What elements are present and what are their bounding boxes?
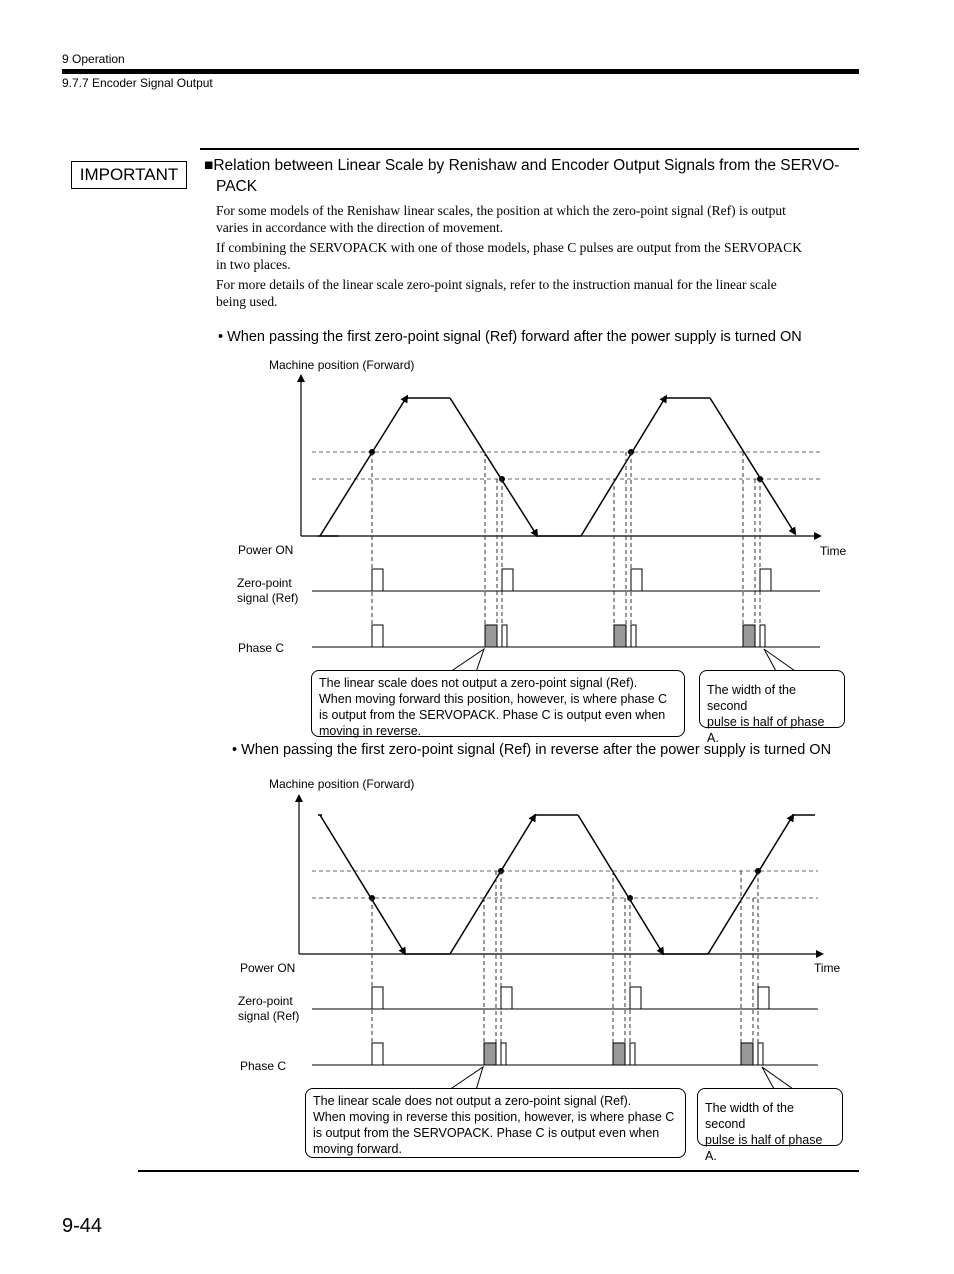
heading-line1: ■Relation between Linear Scale by Renishaw and Encoder Output Signals from the SERVO- (204, 157, 840, 174)
diagram2-power-on: Power ON (240, 961, 296, 975)
heading-line2: PACK (216, 178, 258, 195)
diagram2-callout-main (305, 1088, 686, 1158)
header-section: 9.7.7 Encoder Signal Output (62, 76, 213, 90)
diagram2-trace-fall-1 (320, 815, 404, 952)
paragraph-2-line-1: If combining the SERVOPACK with one of those models, phase C pulses are output from the SERVOPACK (216, 240, 802, 255)
diagram1-time: Time (820, 544, 847, 558)
page-number: 9-44 (62, 1215, 103, 1237)
diagram2-callout-width-pointer (762, 1067, 793, 1089)
diagram1-zero-point-label-2: signal (Ref) (237, 591, 299, 605)
paragraph-2-line-2: in two places. (216, 257, 291, 272)
callout-line: The linear scale does not output a zero-point signal (Ref). (313, 1094, 632, 1108)
callout-line: The linear scale does not output a zero-point signal (Ref). (319, 676, 638, 690)
paragraph-3-line-1: For more details of the linear scale zero-point signals, refer to the instruction manual for the linear scale (216, 277, 777, 292)
diagram2-trace-rise-2 (708, 817, 792, 954)
diagram2-callout-width (697, 1088, 843, 1163)
diagram2-zero-point-label-1: Zero-point (238, 994, 293, 1008)
diagram2-bullet: • When passing the first zero-point signal (Ref) in reverse after the power supply is turned ON (232, 742, 832, 758)
callout-line: The width of the second (707, 683, 796, 713)
footer-rule (138, 1170, 859, 1172)
diagram1-phase-c-label: Phase C (238, 641, 285, 655)
paragraph-1-line-1: For some models of the Renishaw linear scales, the position at which the zero-point signal (Ref) is output (216, 203, 786, 218)
paragraph-1-line-2: varies in accordance with the direction of movement. (216, 220, 504, 235)
diagram1-y-label: Machine position (Forward) (269, 358, 415, 372)
diagram2-zero-point-label-2: signal (Ref) (238, 1009, 300, 1023)
callout-line: When moving in reverse this position, however, is where phase C (313, 1110, 675, 1124)
important-label: IMPORTANT (71, 161, 187, 189)
paragraph-3-line-2: being used. (216, 294, 278, 309)
diagram1-bullet: • When passing the first zero-point signal (Ref) forward after the power supply is turned ON (218, 329, 802, 345)
callout-line: pulse is half of phase A. (707, 715, 825, 745)
callout-line: The width of the second (705, 1101, 794, 1131)
diagram2-phase-c-pulses (372, 1043, 763, 1065)
callout-line: When moving forward this position, however, is where phase C (319, 692, 668, 706)
callout-line: moving in reverse. (319, 724, 422, 738)
header-chapter: 9 Operation (62, 52, 125, 66)
diagram2-y-label: Machine position (Forward) (269, 777, 415, 791)
callout-line: moving forward. (313, 1142, 402, 1156)
diagram2-callout-pointer (449, 1067, 483, 1090)
diagram2-trace-rise-1 (450, 817, 534, 954)
diagram1-zero-point-label-1: Zero-point (237, 576, 292, 590)
callout-line: is output from the SERVOPACK. Phase C is output even when (313, 1126, 660, 1140)
diagram1-power-on: Power ON (238, 543, 294, 557)
callout-line: is output from the SERVOPACK. Phase C is output even when (319, 708, 666, 722)
diagram2-phase-c-label: Phase C (240, 1059, 287, 1073)
callout-line: pulse is half of phase A. (705, 1133, 823, 1163)
diagram2-zero-point-pulses (372, 987, 769, 1009)
diagram2-guides (372, 871, 758, 1065)
diagram2-trace-fall-2 (578, 815, 662, 952)
diagram2-time: Time (814, 961, 841, 975)
